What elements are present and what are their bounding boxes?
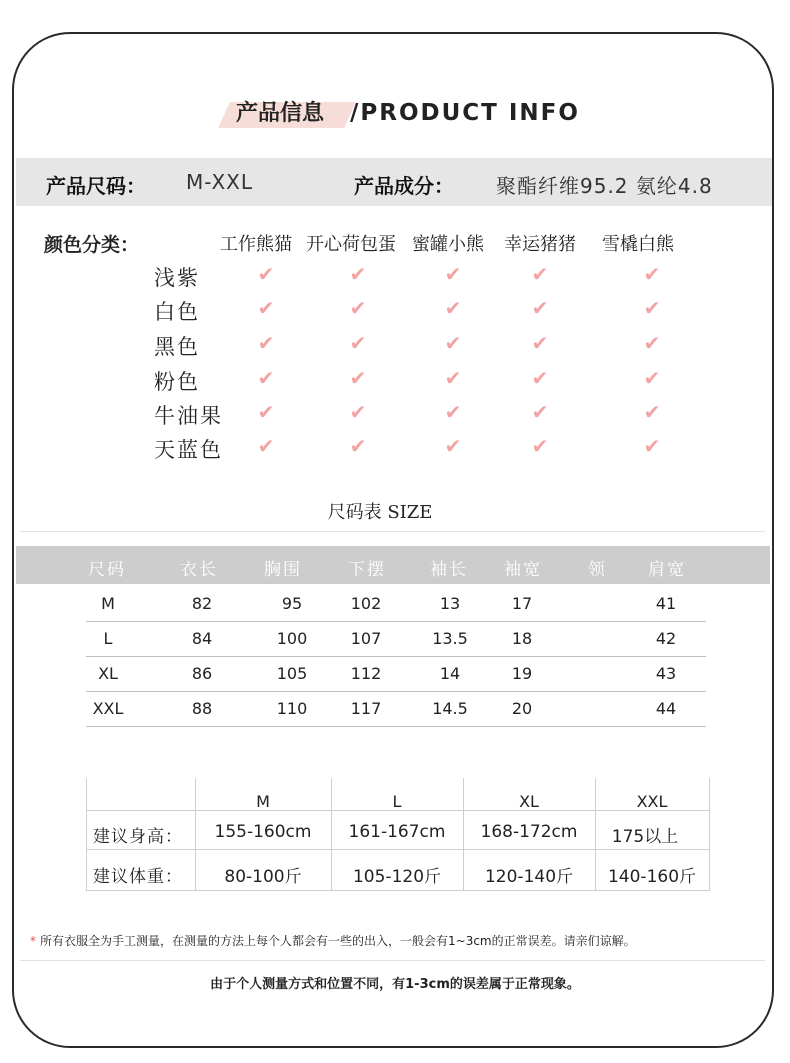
title-cn: 产品信息 <box>236 101 325 126</box>
divider <box>20 960 765 961</box>
size-cell: 102 <box>350 594 382 613</box>
check-mark-icon: ✔ <box>444 400 462 424</box>
size-cell: 14 <box>439 664 461 683</box>
rec-size-header: M <box>256 792 270 811</box>
style-header: 幸运猪猪 <box>504 234 576 255</box>
size-table-row <box>86 586 706 622</box>
weight-value: 120-140斤 <box>484 867 574 887</box>
size-cell: L <box>103 629 113 648</box>
note-star: * <box>30 934 36 948</box>
style-header: 雪橇白熊 <box>602 234 674 255</box>
height-value: 155-160cm <box>214 822 312 842</box>
size-cell: 42 <box>655 629 677 648</box>
color-row-name: 牛油果 <box>154 404 223 428</box>
weight-value: 105-120斤 <box>352 867 442 887</box>
size-cell: 14.5 <box>432 699 468 718</box>
style-header: 工作熊猫 <box>220 234 292 255</box>
check-mark-icon: ✔ <box>444 331 462 355</box>
size-cell: 112 <box>350 664 382 683</box>
size-cell: 43 <box>655 664 677 683</box>
check-mark-icon: ✔ <box>643 296 661 320</box>
size-value: M-XXL <box>186 170 254 194</box>
material-label: 产品成分： <box>354 174 454 198</box>
size-cell: 13.5 <box>432 629 468 648</box>
size-label: 产品尺码： <box>46 174 146 198</box>
size-cell: 107 <box>350 629 382 648</box>
size-cell: 41 <box>655 594 677 613</box>
height-value: 161-167cm <box>348 822 446 842</box>
size-table-row <box>86 656 706 692</box>
check-mark-icon: ✔ <box>531 366 549 390</box>
size-table-row <box>86 621 706 657</box>
weight-value: 140-160斤 <box>607 867 697 887</box>
weight-label: 建议体重： <box>93 867 183 887</box>
check-mark-icon: ✔ <box>349 400 367 424</box>
size-cell: 20 <box>511 699 533 718</box>
check-mark-icon: ✔ <box>643 262 661 286</box>
size-header-cell: 胸围 <box>264 560 302 580</box>
height-value: 175以上 <box>611 827 679 847</box>
size-header-cell: 肩宽 <box>648 560 686 580</box>
rec-size-header: XXL <box>636 792 668 811</box>
size-cell: 105 <box>276 664 308 683</box>
size-cell: XL <box>98 664 118 683</box>
check-mark-icon: ✔ <box>349 331 367 355</box>
note-text: 所有衣服全为手工测量，在测量的方法上每个人都会有一些的出入，一般会有1~3cm的正常误差。请亲们谅解。 <box>40 934 636 948</box>
size-cell: 88 <box>191 699 213 718</box>
check-mark-icon: ✔ <box>531 296 549 320</box>
check-mark-icon: ✔ <box>643 400 661 424</box>
check-mark-icon: ✔ <box>349 262 367 286</box>
size-cell: 19 <box>511 664 533 683</box>
check-mark-icon: ✔ <box>643 331 661 355</box>
product-info-bar <box>16 158 772 206</box>
size-cell: 17 <box>511 594 533 613</box>
table-divider <box>87 849 709 850</box>
size-header-cell: 袖宽 <box>504 560 542 580</box>
size-header-cell: 袖长 <box>430 560 468 580</box>
size-cell: 100 <box>276 629 308 648</box>
check-mark-icon: ✔ <box>531 400 549 424</box>
check-mark-icon: ✔ <box>531 262 549 286</box>
check-mark-icon: ✔ <box>257 262 275 286</box>
check-mark-icon: ✔ <box>531 434 549 458</box>
check-mark-icon: ✔ <box>257 296 275 320</box>
height-label: 建议身高： <box>93 827 183 847</box>
size-table-row <box>86 691 706 727</box>
check-mark-icon: ✔ <box>349 366 367 390</box>
check-mark-icon: ✔ <box>257 400 275 424</box>
material-value: 聚酯纤维95.2 氨纶4.8 <box>496 174 713 198</box>
size-cell: 44 <box>655 699 677 718</box>
recommendation-table <box>86 778 710 891</box>
check-mark-icon: ✔ <box>257 434 275 458</box>
size-table-header <box>16 546 770 584</box>
size-header-cell: 领 <box>588 560 607 580</box>
size-cell: 82 <box>191 594 213 613</box>
size-cell: 117 <box>350 699 382 718</box>
check-mark-icon: ✔ <box>444 262 462 286</box>
check-mark-icon: ✔ <box>444 434 462 458</box>
size-cell: XXL <box>92 699 124 718</box>
check-mark-icon: ✔ <box>643 366 661 390</box>
color-row-name: 粉色 <box>154 370 200 394</box>
page-title <box>222 92 582 136</box>
size-header-cell: 衣长 <box>180 560 218 580</box>
height-value: 168-172cm <box>480 822 578 842</box>
error-note: 由于个人测量方式和位置不同，有1-3cm的误差属于正常现象。 <box>210 977 580 992</box>
check-mark-icon: ✔ <box>257 366 275 390</box>
check-mark-icon: ✔ <box>257 331 275 355</box>
check-mark-icon: ✔ <box>531 331 549 355</box>
size-cell: 95 <box>281 594 303 613</box>
size-header-cell: 尺码 <box>88 560 126 580</box>
color-row-name: 白色 <box>154 300 200 324</box>
title-en: /PRODUCT INFO <box>350 100 580 126</box>
rec-size-header: XL <box>519 792 539 811</box>
check-mark-icon: ✔ <box>349 434 367 458</box>
check-mark-icon: ✔ <box>643 434 661 458</box>
check-mark-icon: ✔ <box>349 296 367 320</box>
color-row-name: 浅紫 <box>154 266 200 290</box>
measurement-note <box>30 932 636 949</box>
size-cell: M <box>101 594 115 613</box>
weight-value: 80-100斤 <box>224 867 302 887</box>
size-header-cell: 下摆 <box>348 560 386 580</box>
check-mark-icon: ✔ <box>444 296 462 320</box>
size-cell: 86 <box>191 664 213 683</box>
style-header: 开心荷包蛋 <box>306 234 396 255</box>
color-row-name: 黑色 <box>154 335 200 359</box>
color-row-name: 天蓝色 <box>154 438 223 462</box>
size-cell: 13 <box>439 594 461 613</box>
divider <box>20 531 765 532</box>
size-cell: 84 <box>191 629 213 648</box>
size-cell: 110 <box>276 699 308 718</box>
color-category-label: 颜色分类： <box>44 234 140 256</box>
check-mark-icon: ✔ <box>444 366 462 390</box>
size-chart-title: 尺码表 SIZE <box>327 502 433 523</box>
style-header: 蜜罐小熊 <box>412 234 484 255</box>
rec-size-header: L <box>392 792 402 811</box>
size-cell: 18 <box>511 629 533 648</box>
